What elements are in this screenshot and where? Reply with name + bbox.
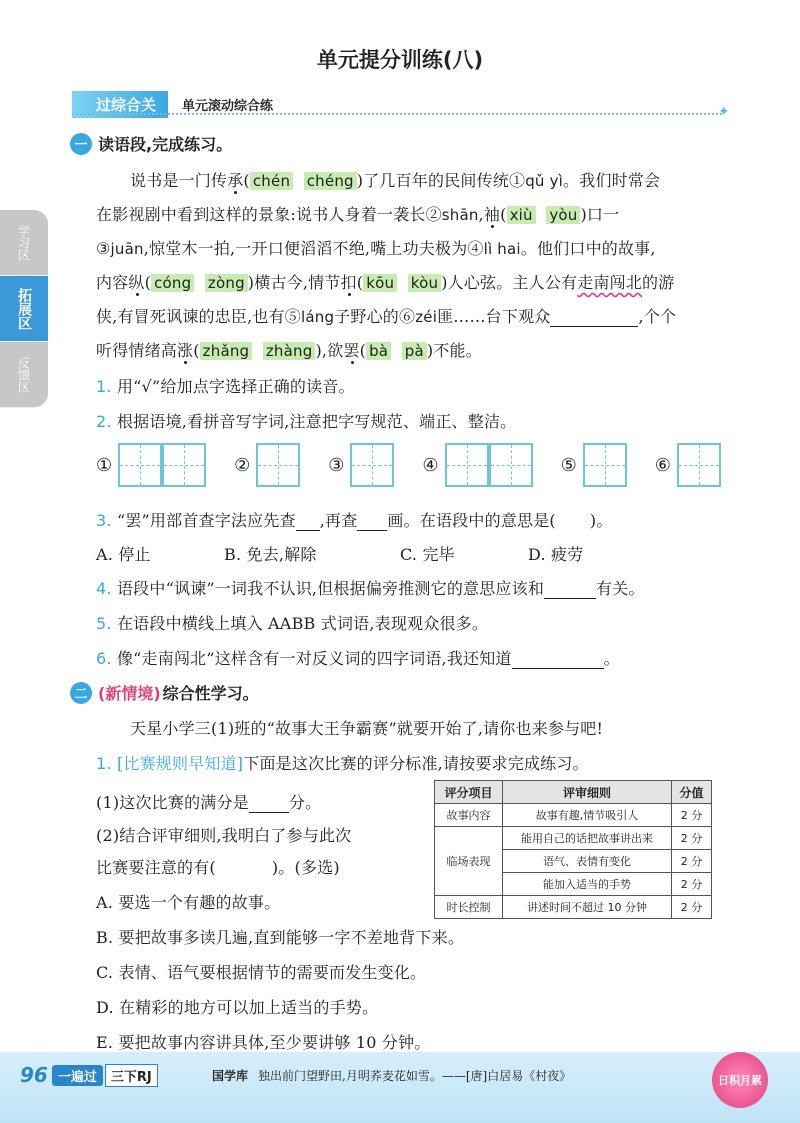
footer-branding xyxy=(20,1063,158,1087)
option-a[interactable]: A. 要选一个有趣的故事。 xyxy=(96,893,281,912)
page-number: 96 xyxy=(20,1063,48,1087)
question-2-title: 综合性学习。 xyxy=(162,684,259,703)
pinyin-option[interactable]: zòng xyxy=(205,274,248,292)
question-number-badge: 二 xyxy=(70,682,92,704)
option-c[interactable]: C. 完毕 xyxy=(400,545,455,564)
table-row xyxy=(435,827,712,850)
pinyin-option[interactable]: zhàng xyxy=(263,342,316,360)
table-cell: 2 分 xyxy=(672,873,712,896)
table-cell: 能用自己的话把故事讲出来 xyxy=(503,827,672,850)
banner-tag: 过综合关 xyxy=(72,91,168,118)
tab-study-zone[interactable]: 学习区 xyxy=(0,210,48,276)
writing-grid-3[interactable] xyxy=(350,443,396,487)
answer-blank[interactable] xyxy=(550,311,638,327)
question-2-heading xyxy=(70,681,259,704)
sub-question-3: 3. “罢”用部首查字法应先查 ,再查 画。在语段中的意思是( )。 xyxy=(96,511,613,530)
pinyin-option[interactable]: zhǎng xyxy=(200,342,253,360)
page-title: 单元提分训练(八) xyxy=(316,48,484,72)
table-cell: 故事有趣,情节吸引人 xyxy=(503,804,672,827)
brand-logo: 一遍过 xyxy=(52,1065,103,1086)
writing-grid-4[interactable] xyxy=(445,443,535,487)
question-1-heading xyxy=(70,132,232,155)
table-cell: 语气、表情有变化 xyxy=(503,850,672,873)
option-b[interactable]: B. 要把故事多读几遍,直到能够一字不差地背下来。 xyxy=(96,928,465,947)
option-c[interactable]: C. 表情、语气要根据情节的需要而发生变化。 xyxy=(96,963,427,982)
pinyin-option[interactable]: chén xyxy=(250,172,293,190)
star-icon: ✦ xyxy=(718,104,730,120)
tab-expand-zone[interactable]: 拓展区 xyxy=(0,276,48,342)
pinyin-option[interactable]: kōu xyxy=(363,274,397,292)
quote-text: 独出前门望野田,月明荞麦花如雪。——[唐]白居易《村夜》 xyxy=(258,1069,572,1083)
pinyin-option[interactable]: yòu xyxy=(546,206,580,224)
passage-line-6: 听得情绪高涨( zhǎng zhàng ),欲罢( bà pà )不能。 xyxy=(96,341,482,360)
pinyin-option[interactable]: pà xyxy=(402,342,427,360)
table-cell: 故事内容 xyxy=(435,804,503,827)
answer-blank[interactable] xyxy=(249,797,289,813)
table-cell: 2 分 xyxy=(672,850,712,873)
table-cell: 时长控制 xyxy=(435,896,503,919)
passage-line-4: 内容纵( cóng zòng )横古今,情节扣( kōu kòu )人心弦。主人公有走南闯北的游 xyxy=(96,273,675,292)
option-a[interactable]: A. 停止 xyxy=(96,545,151,564)
side-tabs xyxy=(0,210,48,408)
answer-blank[interactable] xyxy=(357,515,387,531)
writing-grid-5[interactable] xyxy=(583,443,629,487)
options-row-3 xyxy=(96,542,583,565)
table-cell: 2 分 xyxy=(672,804,712,827)
q2-intro: 天星小学三(1)班的“故事大王争霸赛”就要开始了,请你也来参与吧! xyxy=(130,719,604,738)
answer-blank[interactable] xyxy=(296,515,320,531)
writing-grid-6[interactable] xyxy=(677,443,723,487)
question-1-title: 读语段,完成练习。 xyxy=(98,135,233,154)
question-number-badge: 一 xyxy=(70,133,92,155)
q2-sub-question-1: 1. [比赛规则早知道]下面是这次比赛的评分标准,请按要求完成练习。 xyxy=(96,754,589,773)
pinyin-option[interactable]: xiù xyxy=(507,206,536,224)
table-cell: 2 分 xyxy=(672,827,712,850)
option-d[interactable]: D. 在精彩的地方可以加上适当的手势。 xyxy=(96,998,379,1017)
daily-accumulation-badge: 日积月累 xyxy=(712,1052,768,1108)
wavy-underlined-phrase: 走南闯北 xyxy=(577,273,643,292)
sub-question-5: 5. 在语段中横线上填入 AABB 式词语,表现观众很多。 xyxy=(96,614,489,633)
grade-label: 三下RJ xyxy=(105,1064,158,1087)
pinyin-option[interactable]: chéng xyxy=(304,172,357,190)
banner-divider xyxy=(72,113,722,115)
table-cell: 能加入适当的手势 xyxy=(503,873,672,896)
writing-grid-row: ① ② ③ ④ ⑤ ⑥ xyxy=(96,443,723,487)
writing-grid-1[interactable] xyxy=(118,443,208,487)
pinyin-option[interactable]: cóng xyxy=(151,274,194,292)
new-context-tag: (新情境) xyxy=(98,684,161,703)
sub-question-2: 2. 根据语境,看拼音写字词,注意把字写规范、端正、整洁。 xyxy=(96,412,517,431)
passage-line-2: 在影视剧中看到这样的景象:说书人身着一袭长②shān,袖( xiù yòu )口一 xyxy=(96,205,620,224)
option-b[interactable]: B. 免去,解除 xyxy=(224,545,317,564)
table-row xyxy=(435,804,712,827)
table-cell: 临场表现 xyxy=(435,827,503,896)
scoring-table xyxy=(434,780,712,919)
pinyin-option[interactable]: kòu xyxy=(408,274,441,292)
answer-blank[interactable] xyxy=(512,653,604,669)
q2-sub-2-line-1: (2)结合评审细则,我明白了参与此次 xyxy=(96,826,352,845)
sub-question-6: 6. 像“走南闯北”这样含有一对反义词的四字词语,我还知道 。 xyxy=(96,649,620,668)
table-cell: 2 分 xyxy=(672,896,712,919)
q2-sub-1: (1)这次比赛的满分是 分。 xyxy=(96,793,322,812)
table-header: 分值 xyxy=(672,781,712,804)
table-header: 评分项目 xyxy=(435,781,503,804)
answer-blank[interactable] xyxy=(544,583,596,599)
option-d[interactable]: D. 疲劳 xyxy=(528,545,584,564)
q2-sub-2-line-2: 比赛要注意的有( )。(多选) xyxy=(96,858,340,877)
tab-feedback-zone[interactable]: 反馈区 xyxy=(0,342,48,408)
passage-line-3: ③juān,惊堂木一拍,一开口便滔滔不绝,嘴上功夫极为④lì hai。他们口中的故事, xyxy=(96,239,656,258)
passage-line-1: 说书是一门传承( chén chéng )了几百年的民间传统①qǔ yì。我们时常会 xyxy=(130,171,661,190)
option-e[interactable]: E. 要把故事内容讲具体,至少要讲够 10 分钟。 xyxy=(96,1033,431,1052)
footer-quote xyxy=(212,1067,571,1084)
sub-question-4: 4. 语段中“讽谏”一词我不认识,但根据偏旁推测它的意思应该和 有关。 xyxy=(96,579,645,598)
table-header: 评审细则 xyxy=(503,781,672,804)
passage-line-5: 侠,有冒死讽谏的忠臣,也有⑤láng子野心的⑥zéi匪……台下观众 ,个个 xyxy=(96,307,677,326)
pinyin-option[interactable]: bà xyxy=(366,342,391,360)
quote-label: 国学库 xyxy=(212,1069,249,1083)
table-row xyxy=(435,896,712,919)
writing-grid-2[interactable] xyxy=(256,443,302,487)
table-header-row xyxy=(435,781,712,804)
banner-subtitle: 单元滚动综合练 xyxy=(182,98,274,114)
sub-question-1: 1. 用“√”给加点字选择正确的读音。 xyxy=(96,377,355,396)
table-cell: 讲述时间不超过 10 分钟 xyxy=(503,896,672,919)
